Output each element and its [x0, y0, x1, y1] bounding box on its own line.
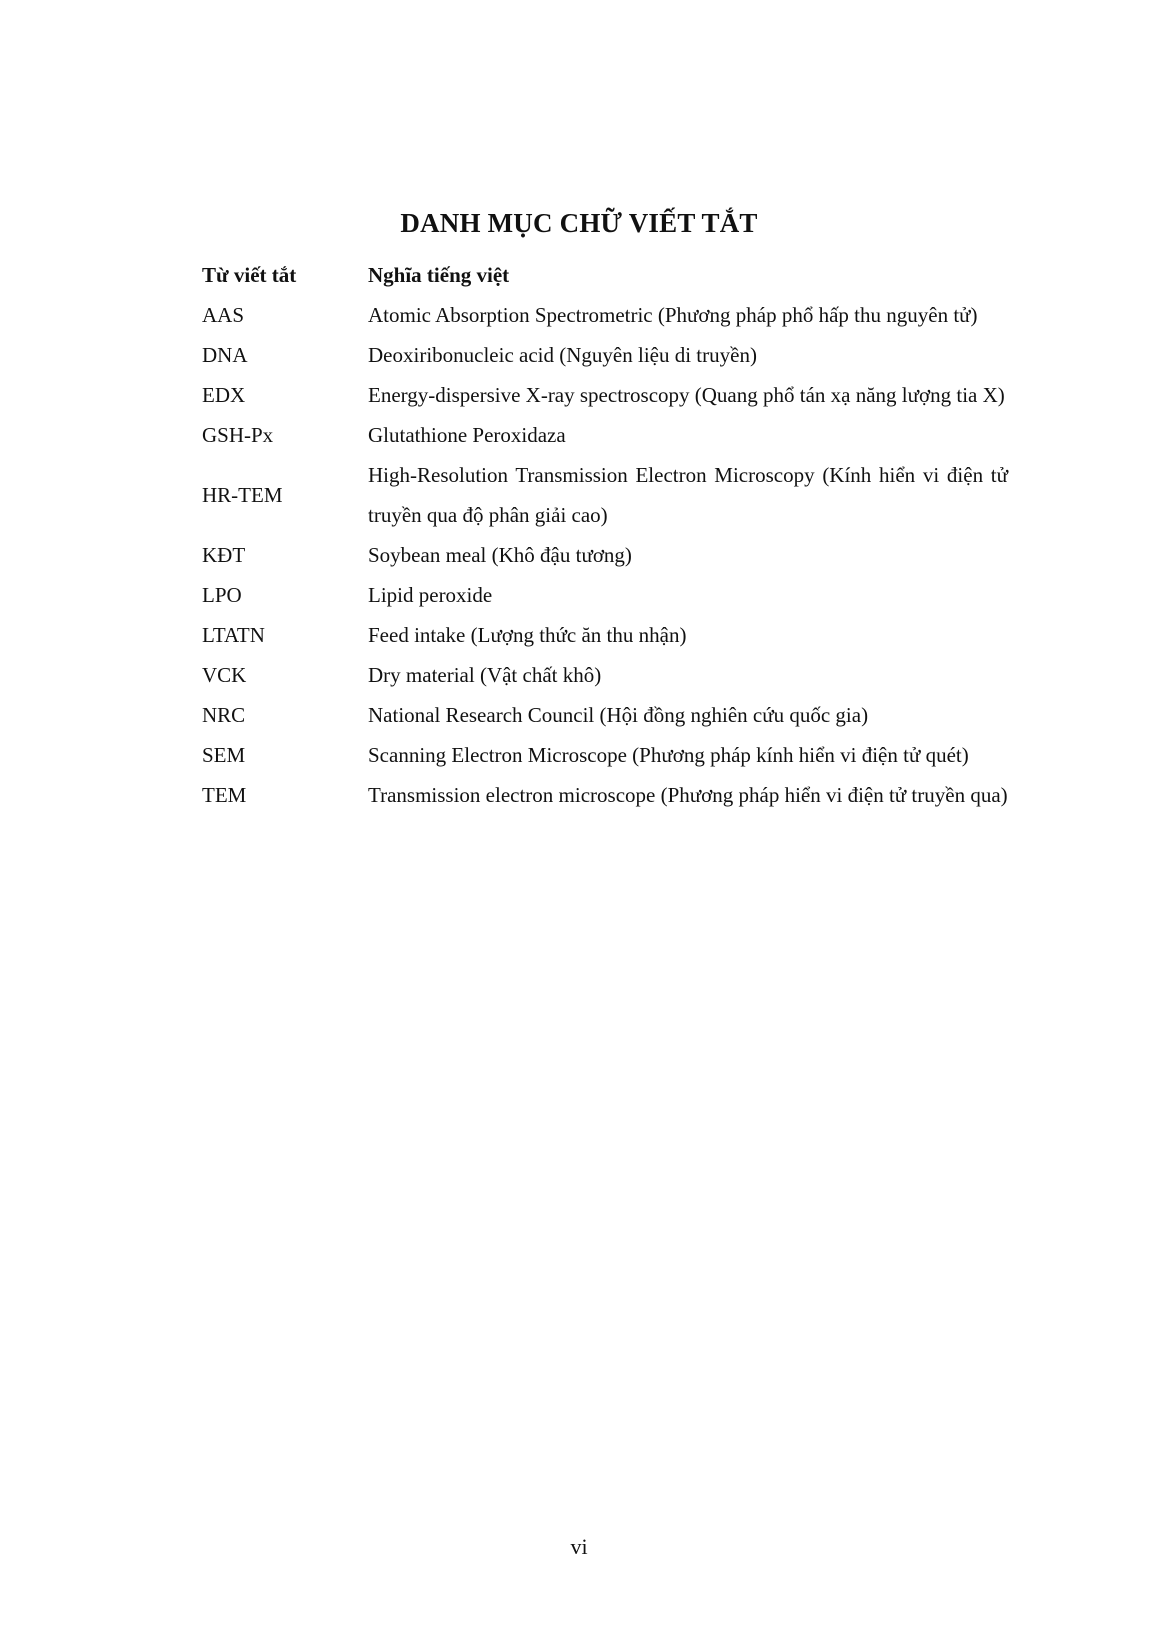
header-abbreviation: Từ viết tắt — [202, 263, 297, 287]
meaning-cell: National Research Council (Hội đồng nghiên cứu quốc gia) — [368, 703, 869, 727]
page-title: DANH MỤC CHỮ VIẾT TẮT — [400, 208, 758, 239]
meaning-cell: Feed intake (Lượng thức ăn thu nhận) — [368, 623, 687, 647]
abbreviation-cell: TEM — [202, 783, 247, 807]
table-row — [202, 615, 1008, 655]
page-number: vi — [570, 1534, 588, 1559]
abbreviation-cell: GSH-Px — [202, 423, 274, 447]
meaning-cell: Atomic Absorption Spectrometric (Phương pháp phổ hấp thu nguyên tử) — [368, 303, 978, 327]
abbreviation-cell: KĐT — [202, 543, 246, 567]
table-row — [202, 655, 1008, 695]
table-row — [202, 375, 1008, 415]
abbreviation-cell: DNA — [202, 343, 248, 367]
meaning-cell: Energy-dispersive X-ray spectroscopy (Quang phổ tán xạ năng lượng tia X) — [368, 383, 1005, 407]
abbreviation-cell: VCK — [202, 663, 247, 687]
meaning-cell: High-Resolution Transmission Electron Microscopy (Kính hiển vi điện tử truyền qua độ phân giải cao) — [368, 463, 1008, 527]
abbreviation-cell: LPO — [202, 583, 242, 607]
meaning-cell: Deoxiribonucleic acid (Nguyên liệu di truyền) — [368, 343, 757, 367]
abbreviation-cell: NRC — [202, 703, 246, 727]
table-row — [202, 295, 1008, 335]
table-row — [202, 575, 1008, 615]
table-row — [202, 415, 1008, 455]
header-meaning: Nghĩa tiếng việt — [368, 263, 510, 287]
table-row — [202, 735, 1008, 775]
meaning-cell: Soybean meal (Khô đậu tương) — [368, 543, 632, 567]
meaning-cell: Dry material (Vật chất khô) — [368, 663, 602, 687]
table-row — [202, 535, 1008, 575]
abbreviation-table — [202, 255, 1008, 815]
abbreviation-cell: SEM — [202, 743, 246, 767]
abbreviation-cell: EDX — [202, 383, 246, 407]
meaning-cell: Transmission electron microscope (Phương pháp hiển vi điện tử truyền qua) — [368, 783, 1008, 807]
table-row — [202, 335, 1008, 375]
table-row — [202, 775, 1008, 815]
abbreviation-cell: AAS — [202, 303, 245, 327]
table-row — [202, 455, 1008, 535]
meaning-cell: Scanning Electron Microscope (Phương pháp kính hiển vi điện tử quét) — [368, 743, 969, 767]
abbreviation-cell: HR-TEM — [202, 483, 283, 507]
meaning-cell: Lipid peroxide — [368, 583, 493, 607]
table-row — [202, 695, 1008, 735]
table-header-row — [202, 255, 1008, 295]
abbreviation-cell: LTATN — [202, 623, 265, 647]
meaning-cell: Glutathione Peroxidaza — [368, 423, 566, 447]
